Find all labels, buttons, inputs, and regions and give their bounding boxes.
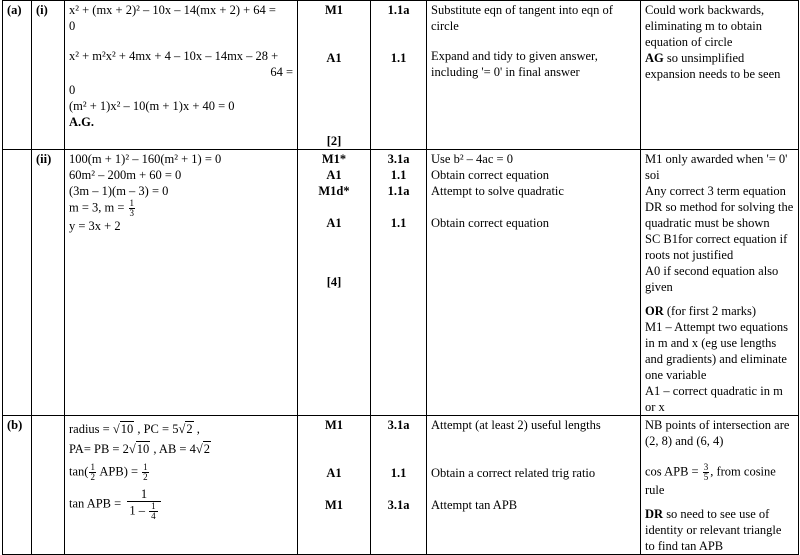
description: Attempt (at least 2) useful lengths (431, 418, 601, 432)
guidance-text: A0 if second equation also given (645, 264, 779, 294)
description: Obtain a correct related trig ratio (431, 466, 596, 480)
frac-den: 3 (129, 208, 135, 218)
frac-num: 1 (127, 488, 160, 502)
description: Use b² – 4ac = 0 (431, 152, 513, 166)
description-a-ii (427, 150, 641, 416)
marks-b (298, 416, 371, 555)
mark-scheme-table (2, 0, 799, 555)
guidance-rest: cos APB = (645, 464, 702, 479)
ao-code: 1.1a (387, 184, 410, 198)
answer-line: x² + m²x² + 4mx + 4 – 10x – 14mx – 28 + (69, 49, 279, 63)
answer-a-ii (65, 150, 298, 416)
fraction-quarter (149, 502, 158, 521)
answer-text: radius = (69, 422, 113, 436)
subpart-label-empty (32, 416, 65, 555)
row-b (3, 416, 799, 555)
subpart-label-i: (i) (32, 1, 65, 150)
guidance-text: NB points of intersection are (2, 8) and (6, 4) (645, 418, 790, 448)
mark: A1 (326, 466, 342, 480)
mark: M1 (324, 3, 344, 17)
guidance-rest: , from cosine rule (645, 464, 776, 497)
part-label-b: (b) (3, 416, 32, 555)
radicand: 10 (136, 442, 150, 456)
ao-code: 1.1a (387, 3, 410, 17)
total-marks: [2] (326, 134, 342, 148)
answer-line (69, 463, 293, 482)
answer-line: y = 3x + 2 (69, 219, 121, 233)
answer-line (69, 199, 293, 218)
mark: M1* (321, 152, 347, 166)
mark: A1 (326, 51, 342, 65)
answer-line: 64 = (270, 65, 293, 79)
mark: M1 (324, 498, 344, 512)
guidance-rest: (for first 2 marks) (663, 304, 757, 318)
frac-num: 1 (143, 462, 148, 472)
answer-text: tan( (69, 464, 89, 479)
guidance-a-i (641, 1, 799, 150)
fraction-half (142, 463, 149, 482)
frac-den (127, 502, 160, 521)
answer-line: 0 (69, 19, 76, 33)
ao-b (371, 416, 427, 555)
answer-line (69, 488, 293, 521)
radicand: 10 (120, 422, 134, 436)
total-marks: [4] (326, 275, 342, 289)
description: Substitute eqn of tangent into eqn of circle (431, 3, 613, 33)
description-b (427, 416, 641, 555)
mark: A1 (326, 216, 342, 230)
answer-text: , AB = 4 (150, 442, 196, 456)
frac-den: 2 (143, 472, 148, 482)
part-label-empty (3, 150, 32, 416)
radicand: 2 (203, 442, 210, 456)
ao-code: 1.1 (390, 168, 407, 182)
frac-num: 1 (151, 501, 156, 511)
mark: M1d* (318, 184, 350, 198)
row-a-ii (3, 150, 799, 416)
answer-a-i (65, 1, 298, 150)
frac-den: 2 (90, 472, 95, 482)
row-a-i (3, 1, 799, 150)
answer-line: 100(m + 1)² – 160(m² + 1) = 0 (69, 152, 222, 166)
ao-code: 3.1a (387, 152, 410, 166)
description: Attempt tan APB (431, 498, 518, 512)
description-a-i (427, 1, 641, 150)
ao-code: 3.1a (387, 418, 410, 432)
answer-text: PA= PB = 2 (69, 442, 129, 456)
guidance-text: SC B1for correct equation if roots not justified (645, 232, 788, 262)
guidance-rest: so need to see use of identity or relevant triangle to find tan APB (645, 507, 782, 553)
mark: A1 (326, 168, 342, 182)
frac-num: 1 (90, 462, 95, 472)
guidance-text: M1 – Attempt two equations in m and x (eg use lengths and gradients) and eliminate one variable (645, 320, 789, 382)
ao-a-i (371, 1, 427, 150)
guidance-b (641, 416, 799, 555)
guidance-text: Could work backwards, eliminating m to obtain equation of circle (645, 3, 765, 49)
answer-roots: m = 3, m = (69, 200, 128, 215)
frac-num: 3 (703, 462, 709, 472)
frac-den: 4 (151, 511, 156, 521)
guidance-text: Any correct 3 term equation (645, 184, 786, 198)
guidance-bold: OR (645, 304, 664, 318)
description: Attempt to solve quadratic (431, 184, 564, 198)
ao-code: 1.1 (390, 466, 407, 480)
guidance-text: M1 only awarded when '= 0' soi (645, 152, 788, 182)
frac-num: 1 (129, 198, 135, 208)
frac-den: 5 (703, 472, 709, 482)
answer-line: x² + (mx + 2)² – 10x – 14(mx + 2) + 64 = (69, 3, 276, 17)
subpart-label-ii: (ii) (32, 150, 65, 416)
answer-text: APB) = (96, 464, 142, 479)
guidance-text (645, 303, 794, 319)
guidance-text: DR so method for solving the quadratic must be shown (645, 200, 794, 230)
guidance-text (645, 50, 794, 82)
guidance-bold: DR (645, 507, 664, 521)
description: Obtain correct equation (431, 216, 550, 230)
answer-text: , PC = 5 (134, 422, 179, 436)
guidance-a-ii (641, 150, 799, 416)
answer-text: , (193, 422, 200, 436)
ao-a-ii (371, 150, 427, 416)
part-label-a: (a) (3, 1, 32, 150)
marks-a-ii (298, 150, 371, 416)
answer-b (65, 416, 298, 555)
fraction-tan (127, 488, 160, 521)
frac-den-text: 1 – (129, 503, 149, 518)
answer-text: tan APB = (69, 496, 125, 511)
ao-code: 1.1 (390, 51, 407, 65)
marks-a-i (298, 1, 371, 150)
answer-line: (m² + 1)x² – 10(m + 1)x + 40 = 0 (69, 99, 235, 113)
guidance-text: A1 – correct quadratic in m or x (645, 384, 783, 414)
guidance-rest: so unsimplified expansion needs to be seen (645, 51, 781, 81)
ao-code: 1.1 (390, 216, 407, 230)
answer-line: 60m² – 200m + 60 = 0 (69, 168, 182, 182)
guidance-text (645, 506, 794, 554)
fraction-three-fifths (703, 463, 710, 482)
sqrt: √10 (128, 442, 150, 456)
answer-line (69, 421, 293, 437)
answer-line: (3m – 1)(m – 3) = 0 (69, 184, 169, 198)
answer-line: 0 (69, 83, 76, 97)
answer-line (69, 441, 293, 457)
fraction-half (89, 463, 96, 482)
description: Obtain correct equation (431, 168, 550, 182)
ao-code: 3.1a (387, 498, 410, 512)
radicand: 2 (186, 422, 193, 436)
sqrt: √10 (112, 422, 134, 436)
mark: M1 (324, 418, 344, 432)
description: Expand and tidy to given answer, including '= 0' in final answer (431, 49, 598, 79)
guidance-bold: AG (645, 51, 664, 65)
answer-given-label: A.G. (69, 115, 94, 129)
sqrt: √2 (178, 422, 193, 436)
fraction-one-third (129, 199, 136, 218)
guidance-text (645, 463, 794, 498)
sqrt: √2 (195, 442, 210, 456)
